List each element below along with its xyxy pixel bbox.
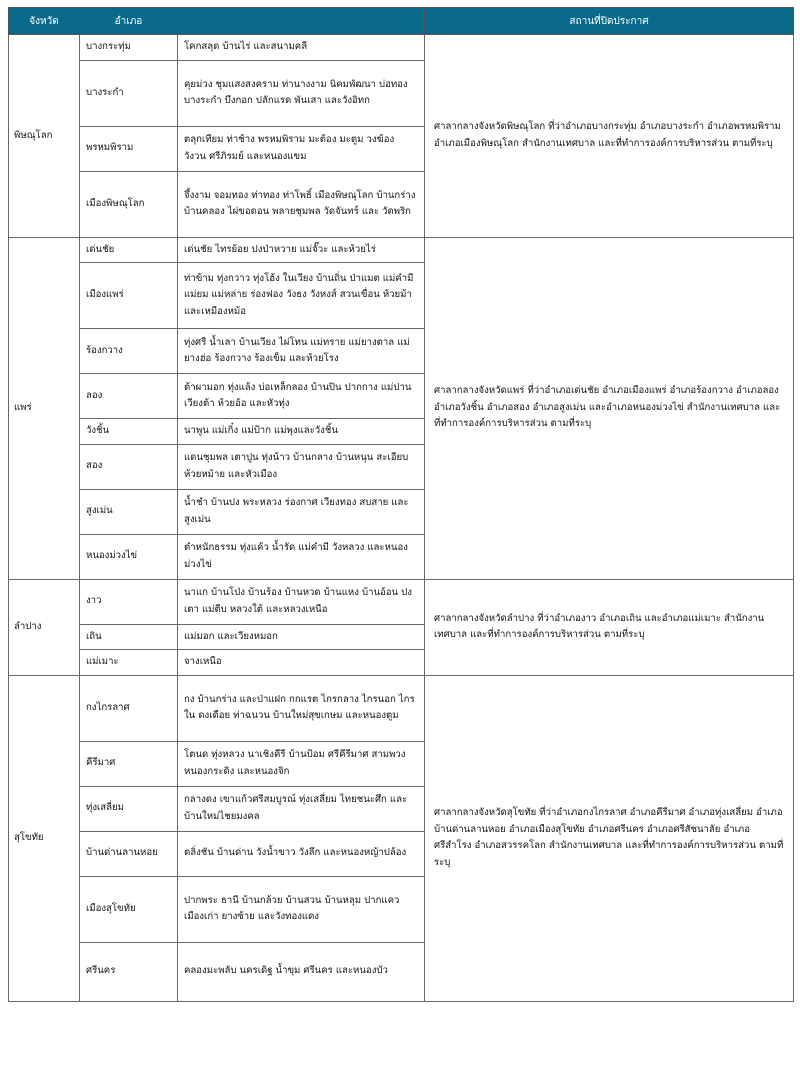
notice-place-cell: ศาลากลางจังหวัดสุโขทัย ที่ว่าอำเภอกงไกรลาศ อำเภอคีรีมาศ อำเภอทุ่งเสลี่ยม อำเภอบ้านด่านลานหอย อำเภอเมืองสุโขทัย อำเภอศรีนคร อำเภอศรีสัชนาลัย อำเภอศรีสำโรง อำเภอสวรรคโลก สำนักงานเทศบาล และที่ทำการองค์การบริหารส่วน ตามที่ระบุ bbox=[425, 675, 794, 1001]
notice-place-cell: ศาลากลางจังหวัดแพร่ ที่ว่าอำเภอเด่นชัย อำเภอเมืองแพร่ อำเภอร้องกวาง อำเภอลอง อำเภอวังชิ้น อำเภอสอง อำเภอสูงเม่น และอำเภอหนองม่วงไข่ สำนักงานเทศบาล และที่ทำการองค์การบริหารส่วน ตามที่ระบุ bbox=[425, 237, 794, 579]
subdistrict-cell: คลองมะพลับ นครเดิฐ น้ำขุม ศรีนคร และหนองบัว bbox=[178, 942, 425, 1001]
header-row bbox=[9, 8, 794, 35]
district-cell: หนองม่วงไข่ bbox=[80, 534, 178, 579]
subdistrict-cell: โคกสลุด บ้านไร่ และสนามคลี bbox=[178, 35, 425, 61]
district-cell: เถิน bbox=[80, 624, 178, 650]
notice-place-cell: ศาลากลางจังหวัดพิษณุโลก ที่ว่าอำเภอบางกระทุ่ม อำเภอบางระกำ อำเภอพรหมพิราม อำเภอเมืองพิษณุโลก สำนักงานเทศบาล และที่ทำการองค์การบริหารส่วน ตามที่ระบุ bbox=[425, 35, 794, 238]
district-cell: บางระกำ bbox=[80, 60, 178, 126]
subdistrict-cell: ตลิ่งชัน บ้านด่าน วังน้ำขาว วังลึก และหนองหญ้าปล้อง bbox=[178, 831, 425, 876]
subdistrict-cell: จางเหนือ bbox=[178, 650, 425, 676]
subdistrict-cell: โตนด ทุ่งหลวง นาเชิงคีรี บ้านป้อม ศรีคีรีมาศ สามพวง หนองกระดิง และหนองจิก bbox=[178, 741, 425, 786]
notice-table bbox=[8, 7, 794, 1002]
subdistrict-cell: แม่มอก และเวียงหมอก bbox=[178, 624, 425, 650]
table-row bbox=[9, 35, 794, 61]
district-cell: คีรีมาศ bbox=[80, 741, 178, 786]
district-cell: กงไกรลาศ bbox=[80, 675, 178, 741]
header-notice-place: สถานที่ปิดประกาศ bbox=[425, 8, 794, 35]
subdistrict-cell: คุยม่วง ชุมแสงสงคราม ท่านางงาม นิคมพัฒนา บ่อทอง บางระกำ บึงกอก ปลักแรด พันเสา และวังอิทก bbox=[178, 60, 425, 126]
header-subdistrict bbox=[178, 8, 425, 35]
subdistrict-cell: ทุ่งศรี น้ำเลา บ้านเวียง ไผ่โทน แม่ทราย แม่ยางตาล แม่ยางฮ่อ ร้องกวาง ร้องเข็ม และห้วยโรง bbox=[178, 329, 425, 374]
district-cell: ร้องกวาง bbox=[80, 329, 178, 374]
district-cell: สอง bbox=[80, 444, 178, 489]
province-cell: แพร่ bbox=[9, 237, 80, 579]
district-cell: ศรีนคร bbox=[80, 942, 178, 1001]
header-district: อำเภอ bbox=[80, 8, 178, 35]
district-cell: เมืองแพร่ bbox=[80, 263, 178, 329]
subdistrict-cell: กง บ้านกร่าง และป่าแฝก กกแรต ไกรกลาง ไกรนอก ไกรใน ดงเดือย ท่าฉนวน บ้านใหม่สุขเกษม และหนองตูม bbox=[178, 675, 425, 741]
table-row bbox=[9, 579, 794, 624]
district-cell: วังชิ้น bbox=[80, 419, 178, 445]
table-row bbox=[9, 237, 794, 263]
district-cell: เมืองพิษณุโลก bbox=[80, 171, 178, 237]
district-cell: แม่เมาะ bbox=[80, 650, 178, 676]
district-cell: บ้านด่านลานหอย bbox=[80, 831, 178, 876]
subdistrict-cell: น้ำชำ บ้านปง พระหลวง ร่องกาศ เวียงทอง สบสาย และสูงเม่น bbox=[178, 489, 425, 534]
province-cell: ลำปาง bbox=[9, 579, 80, 675]
subdistrict-cell: ปากพระ ธานี บ้านกล้วย บ้านสวน บ้านหลุม ปากแคว เมืองเก่า ยางซ้าย และวังทองแดง bbox=[178, 876, 425, 942]
province-cell: พิษณุโลก bbox=[9, 35, 80, 238]
district-cell: เด่นชัย bbox=[80, 237, 178, 263]
subdistrict-cell: เด่นชัย ไทรย้อย ปงป่าหวาย แม่จั๊วะ และห้วยไร่ bbox=[178, 237, 425, 263]
subdistrict-cell: ตำหนักธรรม ทุ่งแค้ว น้ำรัด แม่คำมี วังหลวง และหนองม่วงไข่ bbox=[178, 534, 425, 579]
district-cell: พรหมพิราม bbox=[80, 126, 178, 171]
subdistrict-cell: ท่าข้าม ทุ่งกวาว ทุ่งโฮ้ง ในเวียง บ้านถิ่น ป่าแมต แม่คำมี แม่ยม แม่หล่าย ร่องฟอง วังธง วังหงส์ สวนเขื่อน ห้วยม้า และเหมืองหม้อ bbox=[178, 263, 425, 329]
subdistrict-cell: ตลุกเทียม ท่าช้าง พรหมพิราม มะต้อง มะตูม วงฆ้อง วังวน ศรีภิรมย์ และหนองแขม bbox=[178, 126, 425, 171]
district-cell: ทุ่งเสลี่ยม bbox=[80, 786, 178, 831]
subdistrict-cell: จึ้งงาม จอมทอง ท่าทอง ท่าโพธิ์ เมืองพิษณุโลก บ้านกร่าง บ้านคลอง ไผ่ขอดอน พลายชุมพล วัดจันทร์ และ วัดพริก bbox=[178, 171, 425, 237]
notice-place-cell: ศาลากลางจังหวัดลำปาง ที่ว่าอำเภองาว อำเภอเถิน และอำเภอแม่เมาะ สำนักงานเทศบาล และที่ทำการองค์การบริหารส่วน ตามที่ระบุ bbox=[425, 579, 794, 675]
subdistrict-cell: ต้าผามอก ทุ่งแล้ง บ่อเหล็กลอง บ้านปิน ปากกาง แม่ปาน เวียงต้า ห้วยอ้อ และหัวทุ่ง bbox=[178, 374, 425, 419]
district-cell: ลอง bbox=[80, 374, 178, 419]
district-cell: สูงเม่น bbox=[80, 489, 178, 534]
subdistrict-cell: นาแก บ้านโป่ง บ้านร้อง บ้านหวด บ้านแหง บ้านอ้อน ปงเตา แม่ตีบ หลวงใต้ และหลวงเหนือ bbox=[178, 579, 425, 624]
province-cell: สุโขทัย bbox=[9, 675, 80, 1001]
district-cell: บางกระทุ่ม bbox=[80, 35, 178, 61]
subdistrict-cell: กลางดง เขาแก้วศรีสมบูรณ์ ทุ่งเสลี่ยม ไทยชนะศึก และบ้านใหม่ไชยมงคล bbox=[178, 786, 425, 831]
header-province: จังหวัด bbox=[9, 8, 80, 35]
subdistrict-cell: นาพูน แม่เกิ๋ง แม่ป้าก แม่พุงและวังชิ้น bbox=[178, 419, 425, 445]
subdistrict-cell: แดนชุมพล เตาปูน ทุ่งน้าว บ้านกลาง บ้านหนุน สะเอียบ ห้วยหม้าย และหัวเมือง bbox=[178, 444, 425, 489]
district-cell: เมืองสุโขทัย bbox=[80, 876, 178, 942]
table-row bbox=[9, 675, 794, 741]
district-cell: งาว bbox=[80, 579, 178, 624]
